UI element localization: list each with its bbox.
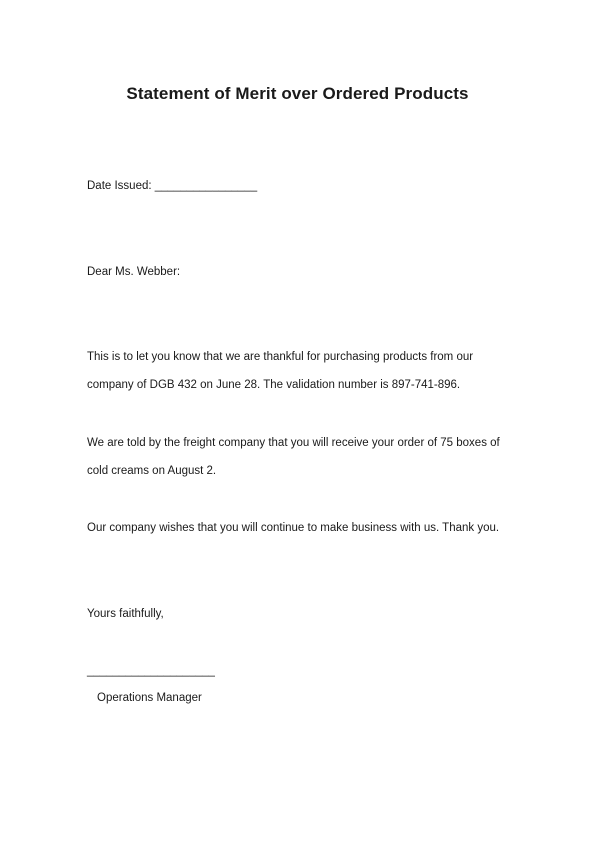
greeting: Dear Ms. Webber: (87, 266, 181, 278)
closing: Yours faithfully, (87, 608, 164, 620)
document-title: Statement of Merit over Ordered Products (126, 84, 469, 103)
paragraph-1-line-2: company of DGB 432 on June 28. The validation number is 897-741-896. (87, 379, 461, 391)
paragraph-3: Our company wishes that you will continue to make business with us. Thank you. (87, 522, 500, 534)
paragraph-1-line-1: This is to let you know that we are thankful for purchasing products from our (87, 351, 474, 363)
signature-line: ____________________ (87, 665, 215, 677)
signature-title: Operations Manager (97, 692, 202, 704)
paragraph-2-line-2: cold creams on August 2. (87, 465, 217, 477)
date-issued-line: Date Issued: ________________ (87, 180, 258, 192)
paragraph-2-line-1: We are told by the freight company that you will receive your order of 75 boxes of (87, 437, 500, 449)
